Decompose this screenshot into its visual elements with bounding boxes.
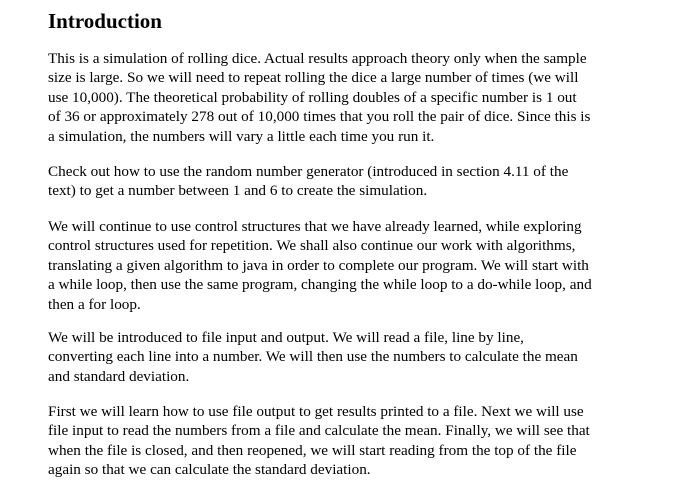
paragraph-line: We will be introduced to file input and output. We will read a file, line by line, xyxy=(48,329,524,346)
paragraph-dice-simulation xyxy=(48,49,687,146)
paragraph-file-io xyxy=(48,328,687,386)
paragraph-line: converting each line into a number. We will then use the numbers to calculate the mean xyxy=(48,348,578,366)
paragraph-line: of 36 or approximately 278 out of 10,000 times that you roll the pair of dice. Since this is xyxy=(48,108,591,126)
paragraph-line: when the file is closed, and then reopened, we will start reading from the top of the file xyxy=(48,441,577,459)
paragraph-line: translating a given algorithm to java in order to complete our program. We will start with xyxy=(48,256,589,274)
paragraph-random-number xyxy=(48,162,687,201)
paragraph-line: size is large. So we will need to repeat rolling the dice a large number of times (we will xyxy=(48,69,579,87)
paragraph-line: control structures used for repetition. We shall also continue our work with algorithms, xyxy=(48,237,576,255)
paragraph-line: a while loop, then use the same program, changing the while loop to a do-while loop, and xyxy=(48,276,592,294)
page-title: Introduction xyxy=(48,9,162,33)
paragraph-line: then a for loop. xyxy=(48,295,141,313)
paragraph-file-output xyxy=(48,402,687,480)
paragraph-line: a simulation, the numbers will vary a little each time you run it. xyxy=(48,127,435,145)
paragraph-line: First we will learn how to use file output to get results printed to a file. Next we will use xyxy=(48,403,584,420)
paragraph-line: and standard deviation. xyxy=(48,367,190,385)
paragraph-line: use 10,000). The theoretical probability of rolling doubles of a specific number is 1 out xyxy=(48,88,577,106)
paragraph-line: This is a simulation of rolling dice. Actual results approach theory only when the sample xyxy=(48,50,587,67)
paragraph-control-structures xyxy=(48,217,687,314)
paragraph-line: file input to read the numbers from a file and calculate the mean. Finally, we will see that xyxy=(48,422,590,440)
paragraph-line: Check out how to use the random number generator (introduced in section 4.11 of the xyxy=(48,163,569,180)
paragraph-line: again so that we can calculate the standard deviation. xyxy=(48,461,371,479)
paragraph-line: We will continue to use control structures that we have already learned, while exploring xyxy=(48,218,582,235)
paragraph-line: text) to get a number between 1 and 6 to create the simulation. xyxy=(48,182,428,200)
